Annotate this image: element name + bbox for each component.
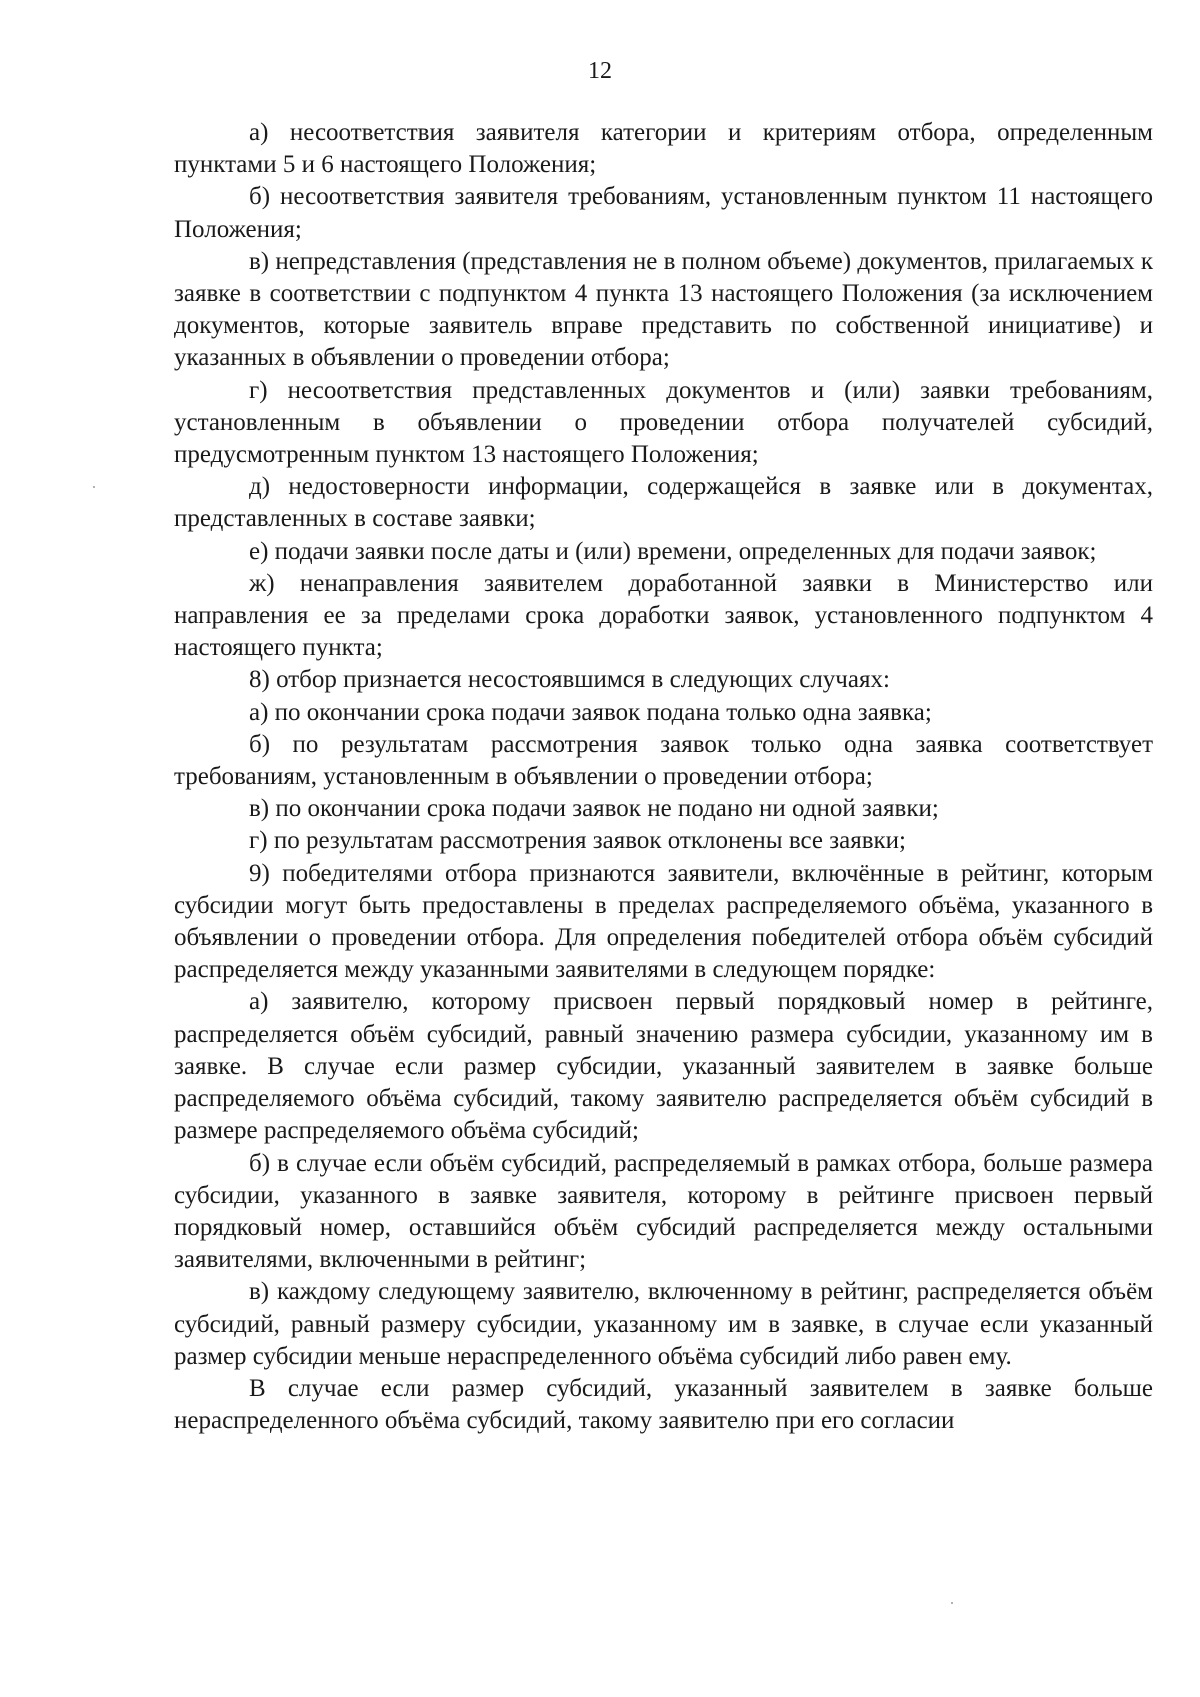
paragraph-b-requirements-mismatch: б) несоответствия заявителя требованиям, установленным пунктом 11 настоящего Положения; [174,183,1153,243]
paragraph-8b-single-compliant: б) по результатам рассмотрения заявок только одна заявка соответствует требованиям, установленным в объявлении о проведении отбора; [174,730,1153,791]
page-number: 12 [588,58,612,84]
paragraph-8v-no-applications: в) по окончании срока подачи заявок не подано ни одной заявки; [249,795,939,823]
paragraph-9a-first-rank: а) заявителю, которому присвоен первый порядковый номер в рейтинге, распределяется объём субсидий, равный значению размера субсидии, указанному им в заявке. В случае если размер субсидии, указанный заявителем в заявке больше распределяемого объёма субсидий, такому заявителю распределяется объём субсидий в размере распределяемого объёма субсидий; [174,988,1153,1145]
document-body [174,117,1153,1437]
paragraph-9b-remaining-volume: б) в случае если объём субсидий, распределяемый в рамках отбора, больше размера субсидии, указанного в заявке заявителя, которому в рейтинге присвоен первый порядковый номер, оставшийся объём субсидий распределяется между остальными заявителями, включенными в рейтинг; [174,1149,1153,1274]
paragraph-8a-single-application: а) по окончании срока подачи заявок подана только одна заявка; [249,698,932,726]
scan-speck [93,486,95,488]
paragraph-consent-case: В случае если размер субсидий, указанный заявителем в заявке больше нераспределенного объёма субсидий, такому заявителю при его согласии [174,1374,1153,1435]
paragraph-8-selection-failed: 8) отбор признается несостоявшимся в следующих случаях: [249,666,890,694]
paragraph-zh-not-revised: ж) ненаправления заявителем доработанной заявки в Министерство или направления ее за пределами срока доработки заявок, установленного подпунктом 4 настоящего пункта; [174,569,1153,662]
paragraph-8g-all-rejected: г) по результатам рассмотрения заявок отклонены все заявки; [249,827,906,855]
paragraph-e-late-submission: е) подачи заявки после даты и (или) времени, определенных для подачи заявок; [249,537,1097,565]
paragraph-v-missing-documents: в) непредставления (представления не в полном объеме) документов, прилагаемых к заявке в соответствии с подпунктом 4 пункта 13 настоящего Положения (за исключением документов, которые заявитель вправе представить по собственной инициативе) и указанных в объявлении о проведении отбора; [174,247,1153,372]
paragraph-g-documents-mismatch: г) несоответствия представленных документов и (или) заявки требованиям, установленным в объявлении о проведении отбора получателей субсидий, предусмотренным пунктом 13 настоящего Положения; [174,376,1153,469]
scan-speck [951,1602,953,1604]
paragraph-d-unreliable-info: д) недостоверности информации, содержащейся в заявке или в документах, представленных в составе заявки; [174,473,1153,533]
paragraph-9-winners: 9) победителями отбора признаются заявители, включённые в рейтинг, которым субсидии могут быть предоставлены в пределах распределяемого объёма, указанного в объявлении о проведении отбора. Для определения победителей отбора объём субсидий распределяется между указанными заявителями в следующем порядке: [174,859,1153,984]
paragraph-9v-next-applicant: в) каждому следующему заявителю, включенному в рейтинг, распределяется объём субсидий, равный размеру субсидии, указанному им в заявке, в случае если указанный размер субсидии меньше нераспределенного объёма субсидий либо равен ему. [174,1278,1153,1370]
paragraph-a-category-mismatch: а) несоответствия заявителя категории и критериям отбора, определенным пунктами 5 и 6 настоящего Положения; [174,119,1153,179]
